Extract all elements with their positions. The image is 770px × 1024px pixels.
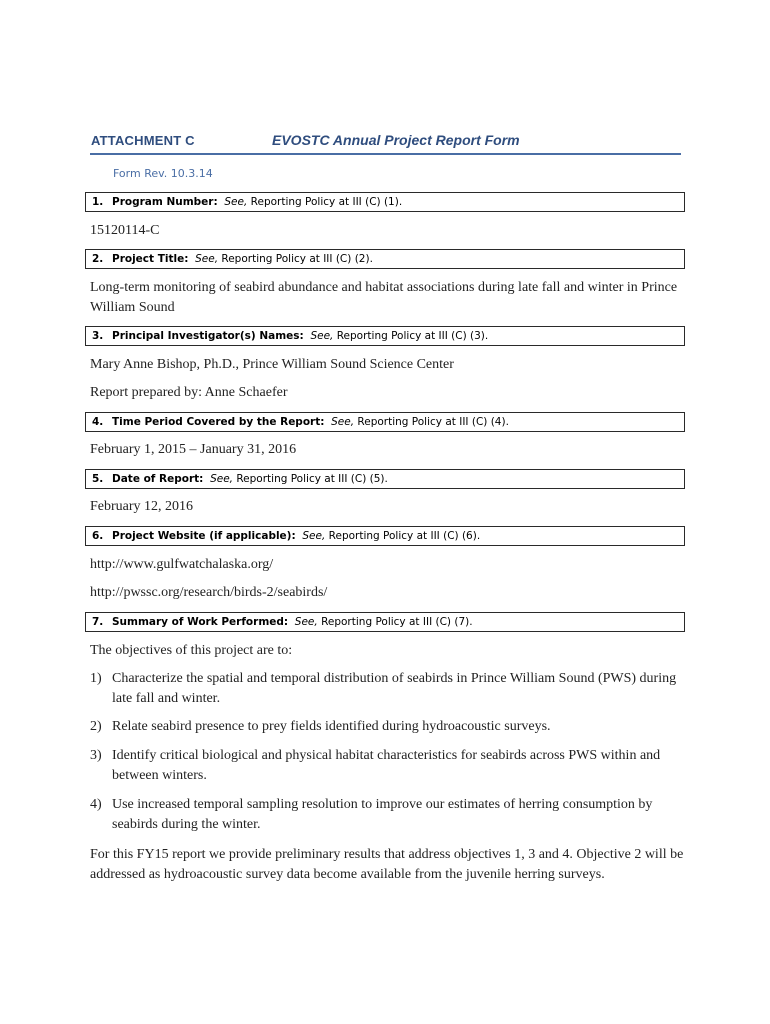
objective-number: 1) [90, 671, 102, 686]
website-link[interactable]: http://www.gulfwatchalaska.org/ [90, 557, 274, 572]
policy-reference: Reporting Policy at III (C) (5). [236, 473, 388, 485]
page-header [90, 131, 681, 155]
objective-number: 4) [90, 797, 102, 812]
objectives-intro: The objectives of this project are to: [90, 643, 293, 658]
section-number: 6. [92, 530, 104, 542]
section-label: Project Title: [112, 253, 189, 265]
form-title: EVOSTC Annual Project Report Form [272, 132, 520, 148]
attachment-label: ATTACHMENT C [91, 133, 195, 148]
policy-reference: Reporting Policy at III (C) (4). [357, 416, 509, 428]
see-text: See, [331, 416, 355, 428]
see-text: See, [195, 253, 219, 265]
section-1-header [85, 192, 685, 212]
section-label: Time Period Covered by the Report: [112, 416, 325, 428]
objective-text: Relate seabird presence to prey fields identified during hydroacoustic surveys. [112, 719, 551, 734]
report-prepared-by: Report prepared by: Anne Schaefer [90, 385, 288, 400]
section-3-header [85, 326, 685, 346]
section-5-header [85, 469, 685, 489]
policy-reference: Reporting Policy at III (C) (6). [328, 530, 481, 542]
see-text: See, [210, 473, 233, 485]
section-number: 1. [92, 196, 104, 208]
objective-text: Characterize the spatial and temporal distribution of seabirds in Prince William Sound (PWS) during late fall and winter. [112, 671, 677, 706]
see-text: See, [310, 330, 334, 342]
section-number: 5. [92, 473, 104, 485]
section-6-header [85, 526, 685, 546]
policy-reference: Reporting Policy at III (C) (1). [250, 196, 403, 208]
section-7-header [85, 612, 685, 632]
program-number: 15120114-C [90, 223, 160, 238]
section-number: 2. [92, 253, 104, 265]
objective-number: 2) [90, 719, 102, 734]
policy-reference: Reporting Policy at III (C) (7). [321, 616, 473, 628]
section-number: 3. [92, 330, 104, 342]
objective-number: 3) [90, 748, 102, 763]
section-2-header [85, 249, 685, 269]
policy-reference: Reporting Policy at III (C) (3). [336, 330, 489, 342]
objective-text: Identify critical biological and physical habitat characteristics for seabirds across PWS within and between winters. [112, 748, 661, 783]
section-4-header [85, 412, 685, 432]
form-revision: Form Rev. 10.3.14 [113, 167, 213, 180]
section-label: Date of Report: [112, 473, 204, 485]
see-text: See, [294, 616, 318, 628]
objective-text: Use increased temporal sampling resolution to improve our estimates of herring consumption by seabirds during the winter. [112, 797, 653, 832]
website-link[interactable]: http://pwssc.org/research/birds-2/seabirds/ [90, 585, 328, 600]
section-label: Summary of Work Performed: [112, 616, 289, 628]
summary-closing: For this FY15 report we provide preliminary results that address objectives 1, 3 and 4. Objective 2 will be addressed as hydroacoustic survey data become available from the juvenile herring surveys. [90, 847, 684, 882]
section-label: Principal Investigator(s) Names: [112, 330, 304, 342]
see-text: See, [224, 196, 248, 208]
report-date: February 12, 2016 [90, 499, 194, 514]
time-period: February 1, 2015 – January 31, 2016 [90, 442, 297, 457]
section-number: 7. [92, 616, 104, 628]
project-title: Long-term monitoring of seabird abundance and habitat associations during late fall and winter in Prince William Sound [90, 280, 678, 315]
see-text: See, [302, 530, 326, 542]
principal-investigator: Mary Anne Bishop, Ph.D., Prince William Sound Science Center [90, 357, 454, 372]
section-number: 4. [92, 416, 104, 428]
policy-reference: Reporting Policy at III (C) (2). [221, 253, 373, 265]
section-label: Program Number: [112, 196, 218, 208]
section-label: Project Website (if applicable): [112, 530, 296, 542]
